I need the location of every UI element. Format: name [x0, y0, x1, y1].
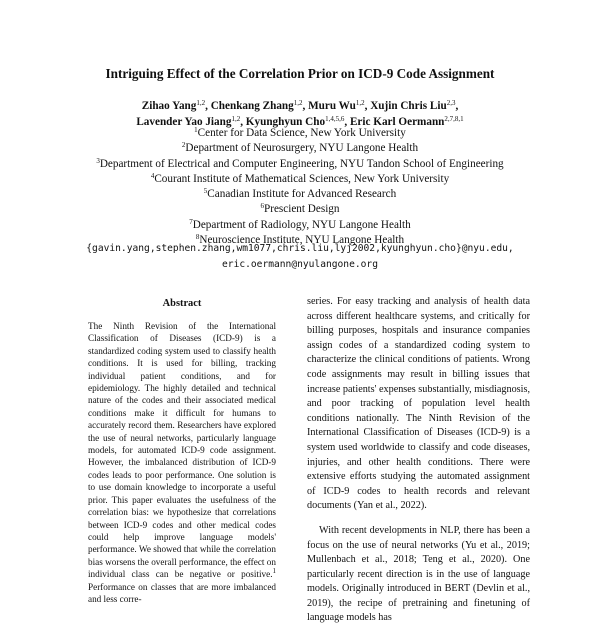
intro-paragraph-2: With recent developments in NLP, there has been a focus on the use of neural networks (Yu et al., 2019; Mullenbach et al., 2018; Teng et al., 2020). One particularly recent direction is in the use of language models. Originally introduced in BERT (Devlin et al., 2019), the recipe of pretraining and finetuning of language models has: [307, 524, 530, 624]
affiliation-item: [0, 141, 600, 156]
affiliation-mark: 6: [260, 202, 264, 211]
author-name: Lavender Yao Jiang: [136, 115, 232, 128]
email-line-1: {gavin.yang,stephen.zhang,wm1077,chris.liu,lyj2002,kyunghyun.cho}@nyu.edu,: [86, 243, 514, 254]
affiliation-text: Prescient Design: [264, 203, 340, 216]
author-affil-mark: 1,2: [293, 99, 303, 107]
author-emails: [0, 241, 600, 272]
author-affil-mark: 2,3: [446, 99, 456, 107]
affiliation-item: [0, 187, 600, 202]
affiliation-item: [0, 157, 600, 172]
affiliation-mark: 8: [195, 233, 200, 242]
affiliation-mark: 4: [150, 171, 155, 180]
affiliation-text: Department of Electrical and Computer Engineering, NYU Tandon School of Engineering: [99, 157, 504, 170]
footnote-mark: 1: [272, 567, 276, 576]
affiliation-item: [0, 126, 600, 141]
affiliation-text: Center for Data Science, New York University: [197, 127, 406, 139]
author-name: Eric Karl Oermann: [349, 115, 445, 128]
author-affil-mark: 1,2: [196, 99, 206, 107]
affiliation-mark: 3: [96, 156, 100, 165]
abstract-body: [88, 320, 276, 605]
affiliation-text: Department of Radiology, NYU Langone Health: [192, 218, 411, 231]
author-name: Chenkang Zhang: [210, 100, 294, 112]
author-affil-mark: 1,2: [231, 114, 241, 123]
affiliation-mark: 1: [194, 126, 198, 134]
author-line-2: Lavender Yao Jiang$^{1,2}$, Kyunghyun Cho$^{1,4,5,6}$, Eric Karl Oermann$^{2,7,8,1}$: [136, 114, 464, 128]
affiliation-text: Courant Institute of Mathematical Sciences, New York University: [154, 172, 450, 185]
author-name: Kyunghyun Cho: [245, 115, 326, 128]
introduction-column: [307, 295, 530, 626]
author-affil-mark: 1,4,5,6: [325, 114, 345, 123]
abstract-heading: Abstract: [162, 298, 202, 309]
paper-title: Intriguing Effect of the Correlation Prior on ICD-9 Code Assignment: [105, 66, 495, 81]
affiliation-text: Department of Neurosurgery, NYU Langone Health: [185, 142, 419, 155]
affiliation-item: [0, 218, 600, 233]
author-line-1: Zihao Yang$^{1,2}$, Chenkang Zhang$^{1,2}$, Muru Wu$^{1,2}$, Xujin Chris Liu$^{2,3}$,: [141, 99, 459, 112]
email-line-2: eric.oermann@nyulangone.org: [222, 258, 378, 270]
abstract-text: The Ninth Revision of the International Classification of Diseases (ICD-9) is a standardized coding system used to classify health conditions. It is used for billing, tracking individual patient conditions, and for epidemiology. The highly detailed and technical nature of the codes and their associated medical conditions make it difficult for humans to accurately record them. Researchers have explored the use of neural networks, particularly language models, for automated ICD-9 code assignment. However, the imbalanced distribution of ICD-9 codes leads to poor performance. One solution is to use domain knowledge to incorporate a useful prior. This paper evaluates the usefulness of the correlation bias: we hypothesize that correlations between ICD-9 codes and other medical codes could help improve language models' performance. We showed that while the correlation bias worsens the overall performance, the effect on individual class can be negative or positive.: [88, 321, 276, 580]
abstract-text-continued: Performance on classes that are more imbalanced and less corre-: [88, 581, 276, 604]
author-affil-mark: 1,2: [355, 99, 365, 107]
affiliation-mark: 7: [189, 217, 193, 226]
intro-paragraph-1: series. For easy tracking and analysis of health data across different healthcare systems, and critically for billing purposes, hospitals and insurance companies assign codes of a standardized coding system to characterize the clinical conditions of patients. Wrong code assignments may result in billing issues that increase patients' expenses substantially, misdiagnosis, and poor tracking of population level health conditions nationally. The Ninth Revision of the International Classification of Diseases (ICD-9) is a system used worldwide to classify and code diseases, injuries, and other health conditions. There were extensive efforts studying the automated assignment of ICD-9 codes to health records and relevant documents (Yan et al., 2022).: [307, 296, 530, 512]
affiliation-list: [0, 126, 600, 248]
affiliation-text: Canadian Institute for Advanced Research: [207, 188, 397, 201]
author-name: Zihao Yang: [141, 100, 197, 112]
affiliation-mark: 5: [203, 187, 208, 196]
affiliation-mark: 2: [181, 141, 186, 150]
author-name: Muru Wu: [308, 100, 356, 112]
author-name: Xujin Chris Liu: [370, 100, 447, 112]
affiliation-item: [0, 172, 600, 187]
author-affil-mark: 2,7,8,1: [444, 114, 464, 123]
affiliation-item: [0, 202, 600, 217]
affiliation-text: Neuroscience Institute, NYU Langone Health: [199, 234, 405, 247]
